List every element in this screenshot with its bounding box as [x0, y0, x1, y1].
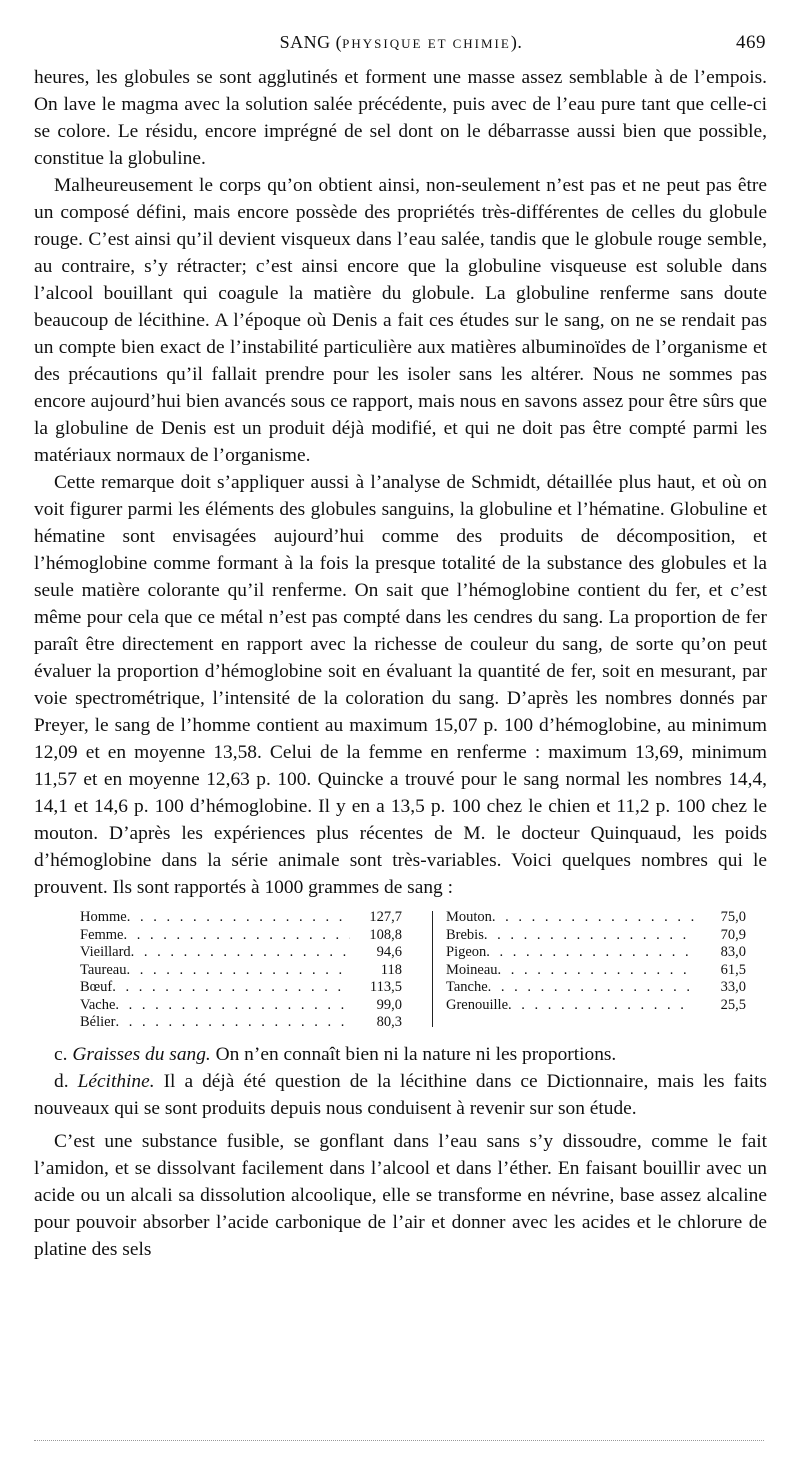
row-value: 113,5 [369, 979, 402, 995]
table-row [446, 927, 746, 945]
leader-dots [498, 962, 694, 980]
leader-dots [112, 979, 350, 997]
table-row [446, 979, 746, 997]
row-label: Bélier [80, 1014, 116, 1030]
leader-dots [488, 979, 694, 997]
paragraph-final: C’est une substance fusible, se gonflant dans l’eau sans s’y dissoudre, comme le fait l’amidon, et se dissolvant facilement dans l’alcool et dans l’éther. En faisant bouillir avec un acide ou un alcali sa dissolution alcoolique, elle se transforme en névrine, base assez alcaline pour pouvoir absorber l’acide carbonique de l’air et donner avec les acides et le chlorure de platine des sels [34, 1131, 767, 1260]
row-value: 80,3 [376, 1014, 402, 1030]
leader-dots [486, 944, 694, 962]
page-body [34, 64, 767, 1263]
table-left-column [80, 909, 402, 1032]
leader-dots [115, 1014, 350, 1032]
footer-rule [34, 1440, 764, 1443]
row-value: 33,0 [720, 979, 746, 995]
row-value: 25,5 [720, 996, 746, 1013]
row-value: 99,0 [376, 996, 402, 1013]
paragraph-2: Malheureusement le corps qu’on obtient ainsi, non-seulement n’est pas et ne peut pas être un composé défini, mais encore possède des propriétés très-différentes de celles du globule rouge. C’est ainsi qu’il devient visqueux dans l’eau salée, tandis que le globule rouge semble, au contraire, s’y rétracter; c’est ainsi encore que la globuline visqueuse est soluble dans l’alcool bouillant qui coagule la matière du globule. La globuline renferme sans doute beaucoup de lécithine. A l’époque où Denis a fait ces études sur le sang, on ne se rendait pas un compte bien exact de l’instabilité particulière aux matières albuminoïdes de l’organisme et des précautions qu’il fallait prendre pour les isoler sans les altérer. Nous ne sommes pas encore aujourd’hui bien avancés sous ce rapport, mais nous en savons assez pour être sûrs que la globuline de Denis est un produit déjà modifié, et qui ne doit pas être compté parmi les matériaux normaux de l’organisme. [34, 175, 767, 466]
row-label: Taureau [80, 961, 127, 978]
table-row [446, 909, 746, 927]
section-d-heading: Lécithine. [77, 1071, 155, 1092]
row-label: Vache [80, 996, 116, 1013]
running-title: SANG (PHYSIQUE ET CHIMIE). [279, 32, 523, 52]
table-row [80, 979, 402, 997]
row-label: Mouton [446, 909, 492, 925]
table-divider [432, 911, 433, 1027]
hemoglobin-table [34, 905, 767, 1035]
row-label: Femme [80, 926, 124, 943]
leader-dots [508, 997, 694, 1015]
table-row [80, 927, 402, 945]
paragraph-3: Cette remarque doit s’appliquer aussi à l’analyse de Schmidt, détaillée plus haut, et où on voit figurer parmi les éléments des globules sanguins, la globuline et l’hématine. Globuline et hématine sont envisagées aujourd’hui comme des produits de décomposition, et l’hémoglobine comme formant à la fois la presque totalité de la substance des globules et la seule matière colorante qu’il renferme. On sait que l’hémoglobine contient du fer, et c’est même pour cela que ce métal n’est pas compté dans les cendres du sang. La proportion de fer paraît être directement en rapport avec la richesse de couleur du sang, de sorte qu’on peut évaluer la proportion d’hémoglobine soit en évaluant la quantité de fer, soit en mesurant, par voie spectrométrique, l’intensité de la coloration du sang. D’après les nombres donnés par Preyer, le sang de l’homme contient au maximum 15,07 p. 100 d’hémoglobine, au minimum 12,09 et en moyenne 13,58. Celui de la femme en renferme : maximum 13,69, minimum 11,57 et en moyenne 12,63 p. 100. Quincke a trouvé pour le sang normal les nombres 14,4, 14,1 et 14,6 p. 100 d’hémoglobine. Il y en a 13,5 p. 100 chez le chien et 11,2 p. 100 chez le mouton. D’après les expériences plus récentes de M. le docteur Quinquaud, les poids d’hémoglobine dans la série animale sont très-variables. Voici quelques nombres qui le prouvent. Ils sont rapportés à 1000 grammes de sang : [34, 472, 767, 898]
table-row [446, 962, 746, 980]
table-row [446, 997, 746, 1015]
table-right-column [446, 909, 746, 1014]
table-row [446, 944, 746, 962]
table-row [80, 909, 402, 927]
row-label: Bœuf [80, 979, 113, 995]
row-label: Grenouille [446, 996, 509, 1013]
row-value: 83,0 [720, 944, 746, 960]
paragraph-1: heures, les globules se sont agglutinés et forment une masse assez semblable à de l’empois. On lave le magma avec la solution salée précédente, puis avec de l’eau pure tant que celle-ci se colore. Le résidu, encore imprégné de sel dont on le débarrasse aussi bien que possible, constitue la globuline. [34, 67, 767, 169]
row-label: Vieillard [80, 944, 131, 960]
table-row [80, 962, 402, 980]
section-c-heading: Graisses du sang. [72, 1044, 211, 1065]
row-label: Homme [80, 909, 127, 925]
table-row [80, 997, 402, 1015]
row-label: Tanche [446, 979, 488, 995]
row-value: 70,9 [720, 926, 746, 943]
row-value: 108,8 [369, 926, 402, 943]
row-value: 127,7 [369, 909, 402, 925]
leader-dots [484, 927, 694, 945]
row-label: Moineau [446, 961, 498, 978]
row-value: 94,6 [376, 944, 402, 960]
running-title-small: PHYSIQUE ET CHIMIE [342, 36, 511, 51]
leader-dots [131, 944, 350, 962]
section-c: c. Graisses du sang. On n’en connaît bien ni la nature ni les proportions. [54, 1044, 617, 1065]
leader-dots [492, 909, 694, 927]
row-value: 118 [380, 961, 402, 978]
page-number: 469 [736, 32, 766, 53]
row-label: Pigeon [446, 944, 487, 960]
section-d: d. Lécithine. Il a déjà été question de la lécithine dans ce Dictionnaire, mais les faits nouveaux qui se sont produits depuis nous conduisent à revenir sur son étude. [34, 1071, 767, 1119]
leader-dots [124, 927, 351, 945]
table-row [80, 1014, 402, 1032]
row-value: 75,0 [720, 909, 746, 925]
row-label: Brebis [446, 926, 484, 943]
leader-dots [126, 962, 350, 980]
running-header [36, 32, 766, 58]
leader-dots [115, 997, 350, 1015]
leader-dots [127, 909, 350, 927]
table-row [80, 944, 402, 962]
row-value: 61,5 [720, 961, 746, 978]
